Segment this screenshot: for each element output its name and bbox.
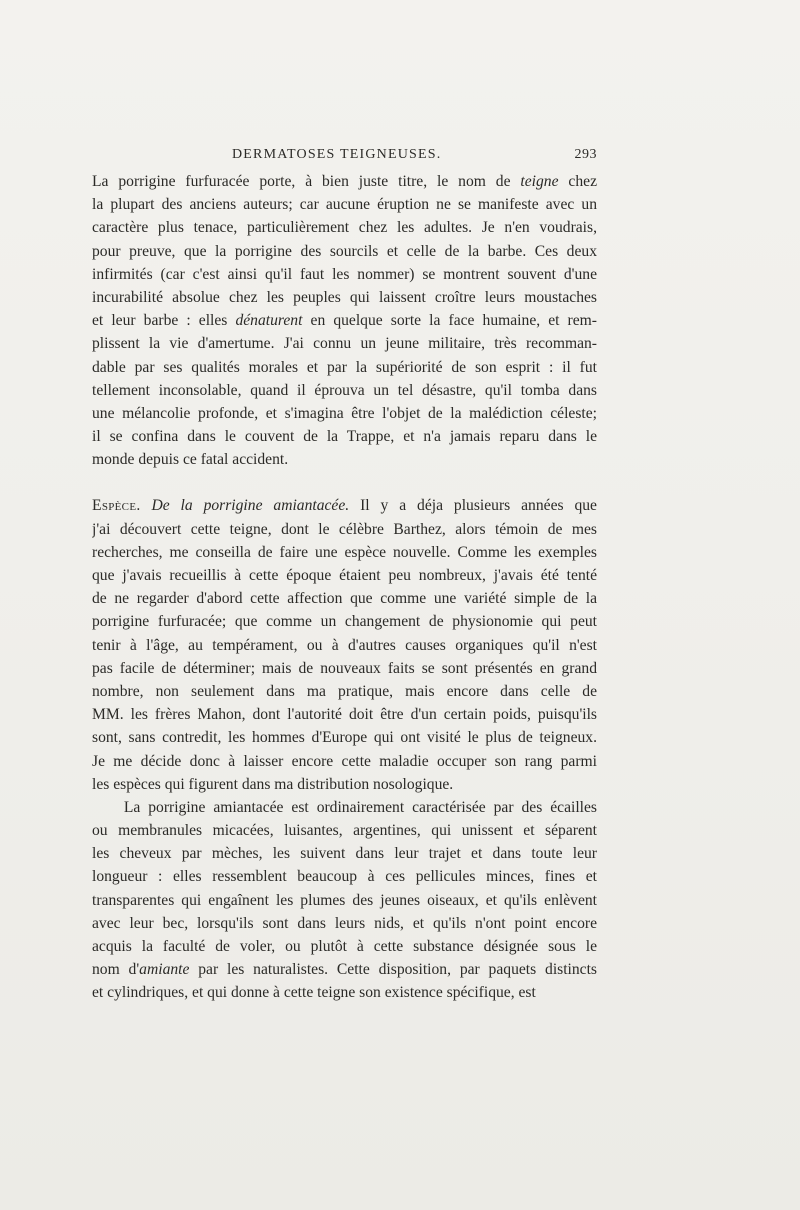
- text-line: [92, 610, 597, 633]
- text-line: [92, 657, 597, 680]
- text-line: [92, 518, 597, 541]
- text-line: [92, 309, 597, 332]
- text-run: il se confina dans le couvent de la Trappe, et n'a jamais reparu dans le: [92, 428, 597, 446]
- text-run: monde depuis ce fatal accident.: [92, 451, 289, 469]
- text-run: nombre, non seulement dans ma pratique, mais encore dans celle de: [92, 682, 597, 700]
- text-run: acquis la faculté de voler, ou plutôt à cette substance désignée sous le: [92, 938, 597, 955]
- text-line: [92, 356, 597, 379]
- text-run: plissent la vie d'amertume. J'ai connu un jeune militaire, très recomman-: [92, 335, 597, 353]
- italic-term: De la porrigine amiantacée.: [151, 497, 350, 515]
- text-run: dable par ses qualités morales et par la supériorité de son esprit : il fut: [92, 358, 597, 376]
- text-run: tenir à l'âge, au tempérament, ou à d'autres causes organiques qu'il n'est: [92, 636, 597, 654]
- text-run: infirmités (car c'est ainsi qu'il faut les nommer) se montrent souvent d'une: [92, 265, 597, 283]
- text-line: [92, 402, 597, 425]
- text-run: par les naturalistes. Cette disposition, par paquets distincts: [189, 961, 597, 979]
- page-number: 293: [574, 147, 597, 162]
- text-line: [92, 494, 597, 517]
- text-line: [92, 819, 597, 842]
- text-line: [92, 286, 597, 309]
- text-run: Il y a déja plusieurs années que: [349, 497, 597, 515]
- text-run: pas facile de déterminer; mais de nouveaux faits se sont présentés en grand: [92, 659, 597, 677]
- text-line: [92, 912, 597, 935]
- section-label: Espèce.: [92, 497, 141, 515]
- paragraph-furfuracee: [92, 170, 597, 471]
- text-run: porrigine furfuracée; que comme un changement de physionomie qui peut: [92, 613, 597, 631]
- text-run: la plupart des anciens auteurs; car aucune éruption ne se manifeste avec un: [92, 196, 597, 214]
- text-run: [141, 497, 152, 514]
- text-run: chez: [558, 173, 597, 190]
- text-line: [92, 889, 597, 912]
- text-run: avec leur bec, lorsqu'ils sont dans leurs nids, et qu'ils n'ont point encore: [92, 914, 597, 932]
- text-run: une mélancolie profonde, et s'imagina être l'objet de la malédiction céleste;: [92, 404, 597, 422]
- text-line: [92, 216, 597, 239]
- text-run: les cheveux par mèches, les suivent dans leur trajet et dans toute leur: [92, 845, 597, 863]
- text-run: transparentes qui engaînent les plumes des jeunes oiseaux, et qu'ils enlèvent: [92, 891, 597, 909]
- text-run: MM. les frères Mahon, dont l'autorité doit être d'un certain poids, puisqu'ils: [92, 706, 597, 724]
- text-line: [92, 865, 597, 888]
- text-run: Je me décide donc à laisser encore cette maladie occuper son rang parmi: [92, 752, 597, 770]
- running-header: [92, 147, 597, 167]
- paragraph-espece-amiantacee: [92, 494, 597, 795]
- text-run: La porrigine amiantacée est ordinairement caractérisée par des écailles: [92, 798, 597, 816]
- text-line: [92, 958, 597, 981]
- text-line: [92, 379, 597, 402]
- text-run: les espèces qui figurent dans ma distribution nosologique.: [92, 775, 454, 793]
- text-run: et leur barbe : elles: [92, 312, 236, 330]
- text-line: [92, 425, 597, 448]
- text-line: [92, 587, 597, 610]
- text-line: [92, 750, 597, 773]
- italic-term: dénaturent: [235, 312, 303, 330]
- text-run: en quelque sorte la face humaine, et rem-: [302, 312, 597, 330]
- text-line: [92, 935, 597, 958]
- text-run: longueur : elles ressemblent beaucoup à ces pellicules minces, fines et: [92, 868, 597, 886]
- text-run: que j'avais recueillis à cette époque étaient peu nombreux, j'avais été tenté: [92, 567, 597, 584]
- text-run: de ne regarder d'abord cette affection que comme une variété simple de la: [92, 590, 597, 608]
- text-run: sont, sans contredit, les hommes d'Europe qui ont visité le plus de teigneux.: [92, 729, 597, 747]
- text-run: pour preuve, que la porrigine des sourcils et celle de la barbe. Ces deux: [92, 242, 597, 260]
- italic-term: amiante: [139, 961, 190, 979]
- text-line: [92, 332, 597, 355]
- text-line: [92, 541, 597, 564]
- text-line: [92, 564, 597, 587]
- text-run: nom d': [92, 961, 140, 979]
- text-run: j'ai découvert cette teigne, dont le célèbre Barthez, alors témoin de mes: [92, 520, 597, 538]
- italic-term: teigne: [520, 173, 559, 190]
- text-line: [92, 726, 597, 749]
- text-run: recherches, me conseilla de faire une espèce nouvelle. Comme les exemples: [92, 543, 597, 561]
- text-run: La porrigine furfuracée porte, à bien juste titre, le nom de: [92, 173, 521, 190]
- text-line: [92, 634, 597, 657]
- text-line: [92, 703, 597, 726]
- text-line: [92, 842, 597, 865]
- text-run: tellement inconsolable, quand il éprouva un tel désastre, qu'il tomba dans: [92, 381, 597, 399]
- paragraph-description-amiantacee: [92, 796, 597, 1005]
- text-line: [92, 773, 597, 796]
- text-line: [92, 981, 597, 1004]
- text-run: et cylindriques, et qui donne à cette teigne son existence spécifique, est: [92, 984, 536, 1002]
- text-line: [92, 240, 597, 263]
- text-line: [92, 170, 597, 193]
- text-line: [92, 680, 597, 703]
- text-line: [92, 193, 597, 216]
- text-line: [92, 448, 597, 471]
- body-text: [92, 170, 597, 1005]
- text-line: [92, 263, 597, 286]
- text-run: caractère plus tenace, particulièrement chez les adultes. Je n'en voudrais,: [92, 219, 597, 237]
- running-title: DERMATOSES TEIGNEUSES.: [232, 147, 442, 162]
- text-run: incurabilité absolue chez les peuples qui laissent croître leurs moustaches: [92, 288, 597, 306]
- text-line: [92, 796, 597, 819]
- text-run: ou membranules micacées, luisantes, argentines, qui unissent et séparent: [92, 822, 597, 840]
